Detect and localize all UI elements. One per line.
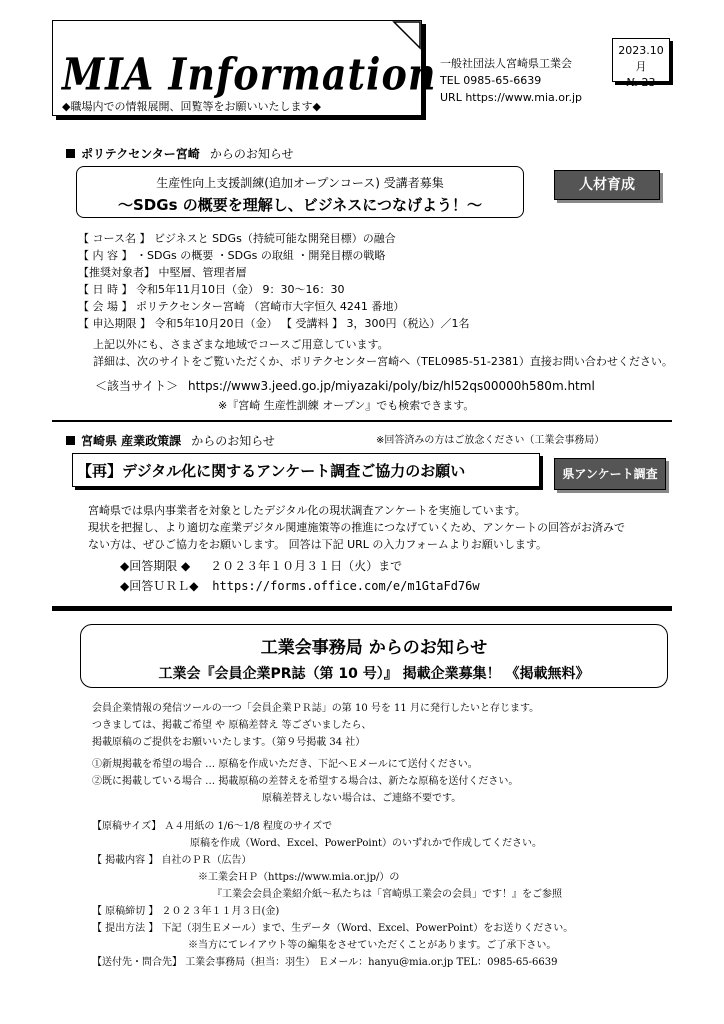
pr-cases <box>92 756 518 807</box>
square-bullet-icon <box>66 436 75 445</box>
category-tag-survey: 県アンケート調査 <box>554 458 666 490</box>
intro-line: 掲載原稿のご提供をお願いいたします。（第９号掲載 34 社） <box>92 737 366 748</box>
site-url-link[interactable]: https://www3.jeed.go.jp/miyazaki/poly/biz/hl52qs00000h580m.html <box>188 379 595 393</box>
square-bullet-icon <box>66 149 75 158</box>
body-line: ない方は、ぜひご協力をお願いします。 回答は下記 URL の入力フォームよりお願いします。 <box>88 538 547 551</box>
detail-row: 【推奨対象者】 中堅層、管理者層 <box>78 266 247 279</box>
case-line: 原稿差替えしない場合は、ご連絡不要です。 <box>262 793 462 804</box>
training-announcement-box <box>76 166 524 218</box>
detail-line: 『工業会会員企業紹介紙～私たちは「宮崎県工業会の会員」です！』をご参照 <box>212 889 562 900</box>
detail-line: 原稿を作成（Word、Excel、PowerPoint）のいずれかで作成してください。 <box>190 838 543 849</box>
pr-intro <box>92 700 539 751</box>
note-line: 上記以外にも、さまざまな地域でコースご用意しています。 <box>93 338 389 351</box>
divider <box>52 420 672 422</box>
intro-line: 会員企業情報の発信ツールの一つ「会員企業ＰＲ誌」の第 10 号を 11 月に発行したいと存じます。 <box>92 703 540 714</box>
issue-number: № 23 <box>626 76 656 89</box>
issue-date: 2023.10 月 <box>618 44 664 73</box>
note-line: 詳細は、次のサイトをご覧いただくか、ポリテクセンター宮崎へ（TEL0985-51-2381）直接お問い合わせください。 <box>93 355 673 368</box>
detail-row: 【 内 容 】 ・SDGs の概要 ・SDGs の取組 ・開発目標の戦略 <box>78 249 386 262</box>
tagline: ◆職場内での情報展開、回覧等をお願いいたします◆ <box>62 100 321 113</box>
detail-row: 【 会 場 】 ポリテクセンター宮崎 （宮崎市大字恒久 4241 番地） <box>78 300 405 313</box>
deadline-value: ２０２３年１０月３１日（火）まで <box>210 559 403 573</box>
survey-title-box: 【再】デジタル化に関するアンケート調査ご協力のお願い <box>72 453 540 487</box>
survey-url-line <box>120 578 480 594</box>
deadline-label: ◆回答期限 ◆ <box>120 559 191 573</box>
org-url: URL https://www.mia.or.jp <box>440 91 583 104</box>
detail-row: 【 申込期限 】 令和5年10月20日（金） 【 受講料 】 3，300円（税込）／1名 <box>78 317 470 330</box>
contact-line: 【送付先・問合先】 工業会事務局（担当：羽生） Ｅメール：hanyu@mia.or.jp TEL：0985-65-6639 <box>92 957 558 968</box>
detail-row: 【 日 時 】 令和5年11月10日（金） 9：30～16：30 <box>78 283 345 296</box>
detail-line: ※工業会ＨＰ（https://www.mia.or.jp/）の <box>198 872 400 883</box>
detail-line: 【 原稿締切 】 ２０２３年１１月３日(金) <box>92 906 280 917</box>
thick-divider <box>52 606 672 611</box>
pr-details <box>92 818 573 971</box>
answered-notice: ※回答済みの方はご放念ください（工業会事務局） <box>376 435 605 446</box>
deadline-line <box>120 558 402 574</box>
logo-text: MIA Information <box>62 48 437 100</box>
detail-line: 【原稿サイズ】 Ａ４用紙の 1/6～1/8 程度のサイズで <box>92 821 333 832</box>
site-search-note: ※『宮崎 生産性訓練 オープン』でも検索できます。 <box>218 399 475 412</box>
category-tag-hr: 人材育成 <box>554 170 660 200</box>
org-tel: TEL 0985-65-6639 <box>440 74 542 87</box>
detail-line: 【 掲載内容 】 自社のＰＲ（広告） <box>92 855 252 866</box>
intro-line: つきましては、掲載ご希望 や 原稿差替え 等ございましたら、 <box>92 720 372 731</box>
body-line: 現状を把握し、より適切な産業デジタル関連施策等の推進につなげていくため、アンケートの回答がお済みで <box>88 521 626 534</box>
training-title: 生産性向上支援訓練(追加オープンコース) 受講者募集 <box>156 176 444 190</box>
survey-url-label: ◆回答ＵＲＬ◆ <box>120 579 199 593</box>
site-label: ＜該当サイト＞ <box>95 379 179 393</box>
office-notice-box <box>80 624 668 688</box>
case-line: ②既に掲載している場合 … 掲載原稿の差替えを希望する場合は、新たな原稿を送付ください。 <box>92 776 519 787</box>
section-title-polytech: ポリテクセンター宮崎 からのお知らせ <box>66 145 293 162</box>
detail-line: ※当方にてレイアウト等の編集をさせていただくことがあります。ご了承下さい。 <box>188 940 557 951</box>
training-details <box>78 230 469 332</box>
training-subtitle: ～SDGs の概要を理解し、ビジネスにつなげよう！～ <box>118 196 482 214</box>
site-line <box>95 378 595 394</box>
office-notice-title: 工業会事務局 からのお知らせ <box>260 638 488 658</box>
folded-corner-icon <box>392 16 426 50</box>
office-notice-subtitle: 工業会『会員企業PR誌（第 10 号）』 掲載企業募集！ 《掲載無料》 <box>158 666 590 682</box>
detail-line: 【 提出方法 】 下記（羽生Ｅメール）まで、生データ（Word、Excel、PowerPoint）をお送りください。 <box>92 923 574 934</box>
survey-body <box>88 502 625 553</box>
detail-row: 【 コース名 】 ビジネスと SDGs（持続可能な開発目標）の融合 <box>78 232 396 245</box>
case-line: ①新規掲載を希望の場合 … 原稿を作成いただき、下記へＥメールにて送付ください。 <box>92 759 478 770</box>
issue-badge <box>612 38 670 89</box>
org-name: 一般社団法人宮崎県工業会 <box>440 57 572 70</box>
training-notes <box>93 336 673 370</box>
body-line: 宮崎県では県内事業者を対象としたデジタル化の現状調査アンケートを実施しています。 <box>88 504 526 517</box>
section-title-prefecture: 宮崎県 産業政策課 からのお知らせ <box>66 432 275 449</box>
org-info <box>440 55 582 106</box>
survey-url-link[interactable]: https://forms.office.com/e/m1GtaFd76w <box>212 579 480 593</box>
